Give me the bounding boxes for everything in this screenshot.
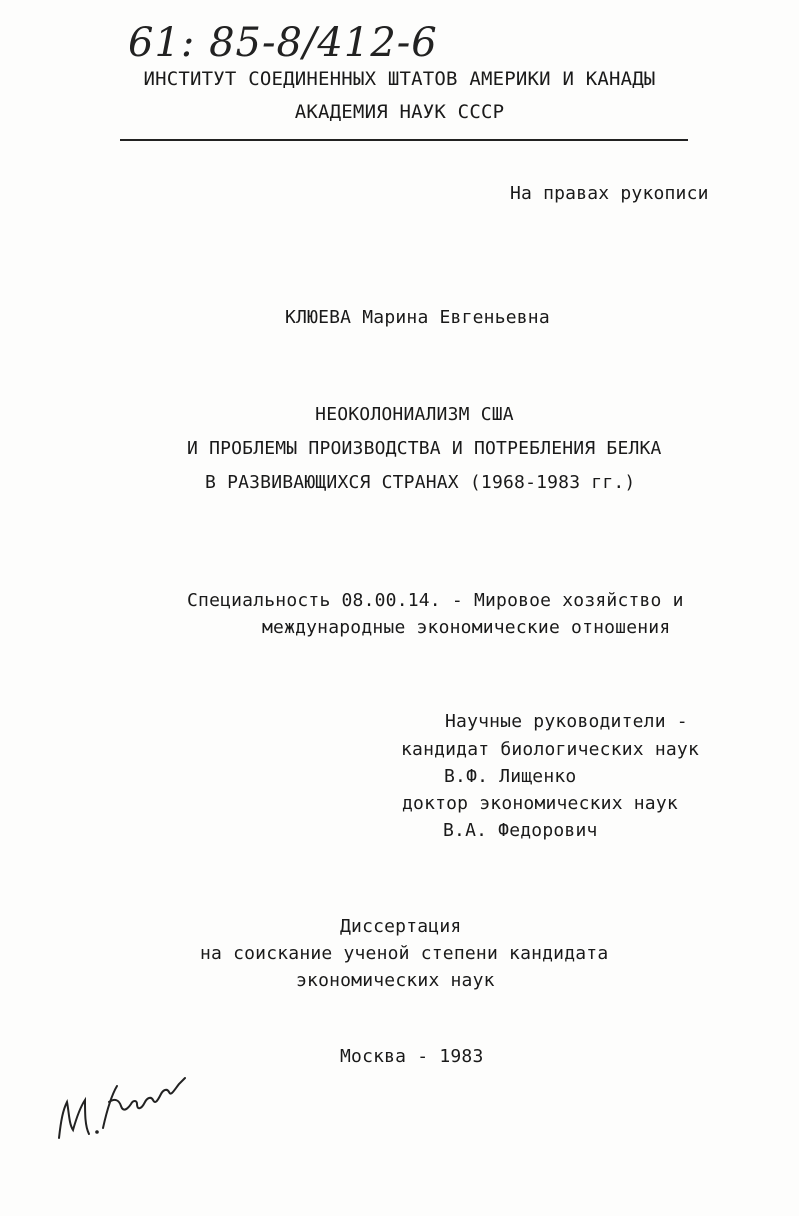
institute-name: ИНСТИТУТ СОЕДИНЕННЫХ ШТАТОВ АМЕРИКИ И КАНАДЫ bbox=[143, 68, 656, 90]
title-line-1: НЕОКОЛОНИАЛИЗМ США bbox=[315, 404, 514, 425]
dissertation-line-2: на соискание ученой степени кандидата bbox=[200, 943, 609, 964]
title-line-2: И ПРОБЛЕМЫ ПРОИЗВОДСТВА И ПОТРЕБЛЕНИЯ БЕЛКА bbox=[187, 438, 662, 459]
supervisor-1-degree: кандидат биологических наук bbox=[401, 739, 699, 760]
supervisor-2-degree: доктор экономических наук bbox=[402, 793, 678, 814]
academy-name: АКАДЕМИЯ НАУК СССР bbox=[294, 101, 505, 123]
rights-note: На правах рукописи bbox=[510, 183, 709, 204]
dissertation-line-3: экономических наук bbox=[296, 970, 495, 991]
archive-code-handwritten: 61: 85-8/412-6 bbox=[128, 20, 438, 66]
specialty-line-2: международные экономические отношения bbox=[262, 617, 671, 638]
supervisor-1-name: В.Ф. Лищенко bbox=[444, 766, 577, 787]
handwritten-signature bbox=[45, 1040, 195, 1160]
specialty-line-1: Специальность 08.00.14. - Мировое хозяйство и bbox=[187, 590, 684, 611]
author-name: КЛЮЕВА Марина Евгеньевна bbox=[285, 307, 550, 328]
title-line-3: В РАЗВИВАЮЩИХСЯ СТРАНАХ (1968-1983 гг.) bbox=[205, 472, 636, 493]
supervisors-heading: Научные руководители - bbox=[445, 711, 688, 732]
dissertation-line-1: Диссертация bbox=[340, 916, 462, 937]
place-year: Москва - 1983 bbox=[340, 1046, 484, 1067]
header-divider bbox=[120, 139, 688, 141]
supervisor-2-name: В.А. Федорович bbox=[443, 820, 598, 841]
